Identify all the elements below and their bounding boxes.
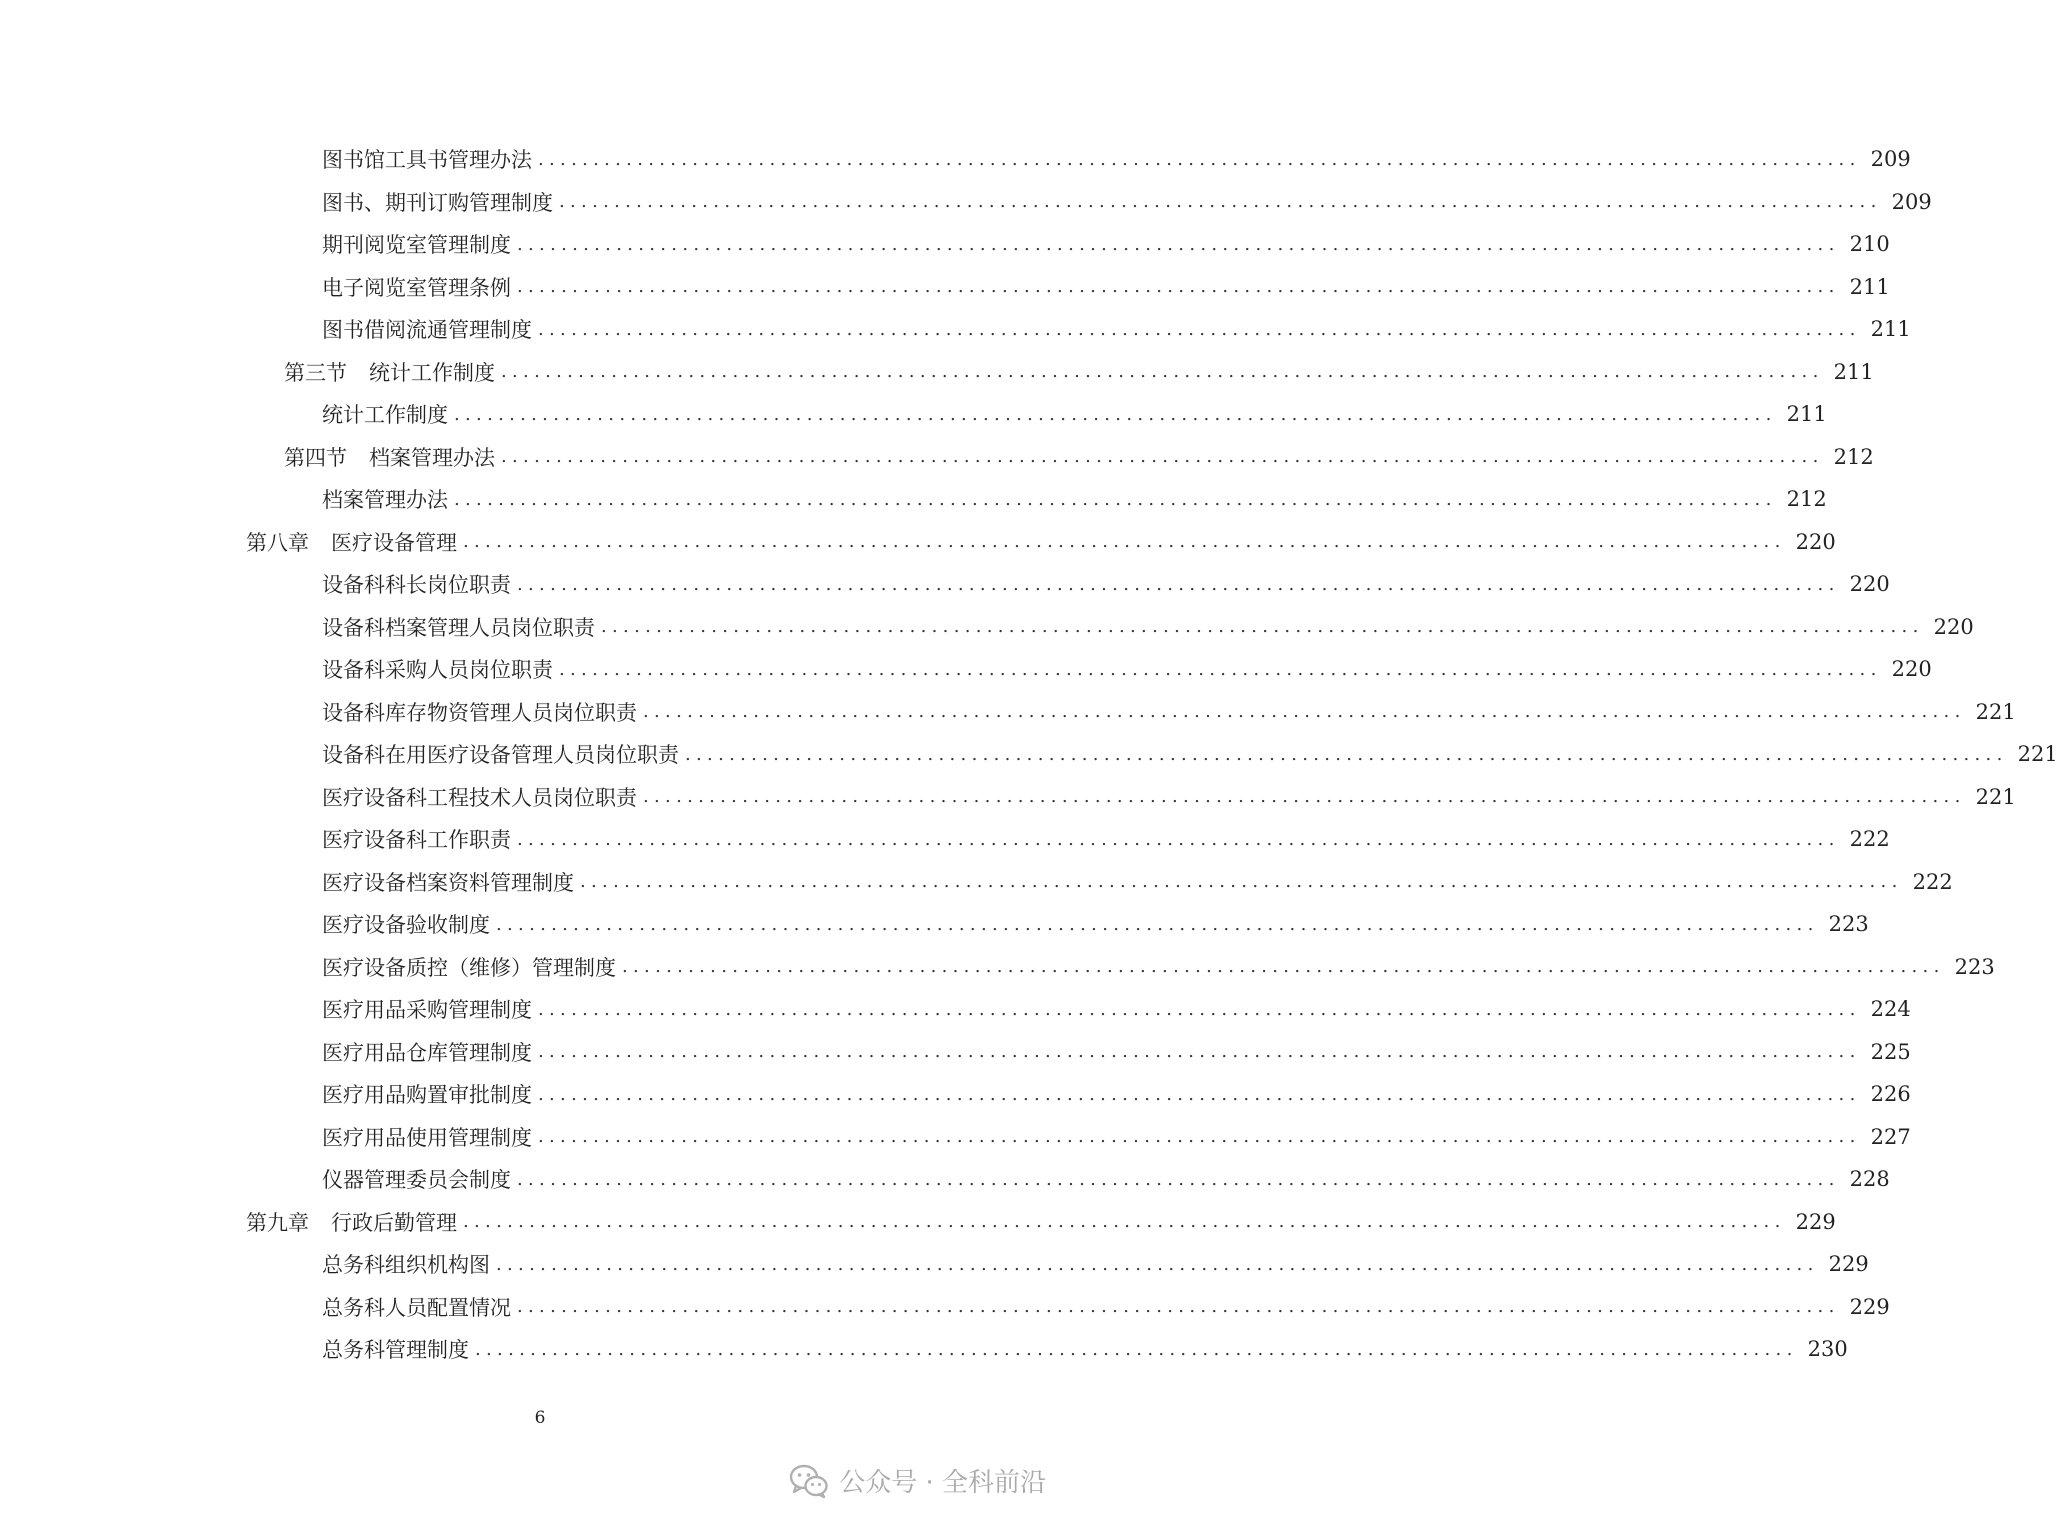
toc-leader-dots: ........................................................................................................................ — [517, 233, 1840, 255]
toc-leader-dots: ........................................................................................................................ — [454, 488, 1777, 510]
toc-entry-title: 医疗用品仓库管理制度 — [322, 1040, 532, 1065]
toc-entry-label — [322, 867, 580, 897]
toc-entry-item — [0, 903, 1869, 946]
toc-entry-item — [0, 1286, 1890, 1329]
toc-leader-dots: ........................................................................................................................ — [517, 276, 1840, 298]
toc-entry-page: 211 — [1870, 317, 1911, 342]
toc-entry-page: 221 — [1975, 784, 2016, 809]
toc-entry-section — [0, 436, 1874, 479]
toc-entry-title: 设备科档案管理人员岗位职责 — [322, 615, 595, 640]
toc-entry-page: 220 — [1933, 614, 1974, 639]
toc-leader-dots: ........................................................................................................................ — [559, 191, 1882, 213]
toc-entry-section — [0, 351, 1874, 394]
toc-entry-title: 设备科科长岗位职责 — [322, 573, 511, 598]
toc-entry-page: 223 — [1954, 954, 1995, 979]
wechat-icon — [789, 1463, 829, 1499]
toc-leader-dots: ........................................................................................................................ — [538, 1083, 1861, 1105]
toc-leader-dots: ........................................................................................................................ — [538, 148, 1861, 170]
toc-entry-item — [0, 266, 1890, 309]
toc-entry-title: 图书、期刊订购管理制度 — [322, 190, 553, 215]
toc-entry-title: 医疗设备科工程技术人员岗位职责 — [322, 785, 637, 810]
toc-entry-label — [322, 612, 601, 642]
toc-leader-dots: ........................................................................................................................ — [538, 318, 1861, 340]
toc-entry-page: 227 — [1870, 1124, 1911, 1149]
toc-entry-item — [0, 946, 1995, 989]
toc-entry-page: 229 — [1849, 1294, 1890, 1319]
toc-entry-page: 209 — [1891, 189, 1932, 214]
toc-leader-dots: ........................................................................................................................ — [475, 1338, 1798, 1360]
toc-entry-item — [0, 648, 1932, 691]
toc-entry-title: 统计工作制度 — [322, 403, 448, 428]
toc-entry-item — [0, 606, 1974, 649]
toc-entry-title: 医疗设备管理 — [331, 530, 457, 555]
toc-entry-title: 医疗设备质控（维修）管理制度 — [322, 955, 616, 980]
toc-entry-page: 220 — [1795, 529, 1836, 554]
toc-leader-dots: ........................................................................................................................ — [454, 403, 1777, 425]
toc-entry-label — [246, 1207, 463, 1237]
toc-entry-title: 图书借阅流通管理制度 — [322, 318, 532, 343]
toc-entry-page: 210 — [1849, 232, 1890, 257]
toc-entry-title: 总务科人员配置情况 — [322, 1295, 511, 1320]
toc-entry-item — [0, 818, 1890, 861]
toc-leader-dots: ........................................................................................................................ — [643, 786, 1966, 808]
toc-leader-dots: ........................................................................................................................ — [538, 1126, 1861, 1148]
toc-entry-label — [322, 1079, 538, 1109]
toc-entry-label — [322, 272, 517, 302]
toc-entry-item — [0, 138, 1911, 181]
toc-entry-title: 行政后勤管理 — [331, 1210, 457, 1235]
toc-entry-page: 226 — [1870, 1082, 1911, 1107]
toc-entry-item — [0, 308, 1911, 351]
toc-entry-label — [322, 952, 622, 982]
toc-entry-page: 223 — [1828, 912, 1869, 937]
toc-entry-item — [0, 1031, 1911, 1074]
toc-entry-number: 第三节 — [284, 360, 347, 385]
toc-entry-item — [0, 1073, 1911, 1116]
toc-leader-dots: ........................................................................................................................ — [496, 913, 1819, 935]
toc-entry-label — [322, 739, 685, 769]
toc-leader-dots: ........................................................................................................................ — [501, 446, 1824, 468]
toc-entry-label — [322, 314, 538, 344]
toc-leader-dots: ........................................................................................................................ — [622, 956, 1945, 978]
toc-entry-label — [322, 187, 559, 217]
toc-leader-dots: ........................................................................................................................ — [463, 1211, 1786, 1233]
toc-entry-page: 230 — [1807, 1337, 1848, 1362]
toc-entry-page: 221 — [2017, 742, 2058, 767]
watermark — [789, 1462, 1046, 1499]
toc-leader-dots: ........................................................................................................................ — [517, 1296, 1840, 1318]
toc-entry-label — [322, 144, 538, 174]
toc-leader-dots: ........................................................................................................................ — [538, 1041, 1861, 1063]
toc-entry-label — [322, 1334, 475, 1364]
toc-entry-label — [322, 1037, 538, 1067]
toc-entry-item — [0, 181, 1932, 224]
toc-entry-label — [322, 1164, 517, 1194]
toc-entry-title: 医疗用品使用管理制度 — [322, 1125, 532, 1150]
toc-entry-page: 220 — [1849, 572, 1890, 597]
toc-entry-item — [0, 563, 1890, 606]
toc-entry-item — [0, 1116, 1911, 1159]
toc-entry-title: 医疗设备验收制度 — [322, 913, 490, 938]
toc-entry-label — [322, 1249, 496, 1279]
toc-entry-title: 档案管理办法 — [322, 488, 448, 513]
toc-entry-label — [246, 527, 463, 557]
toc-entry-title: 期刊阅览室管理制度 — [322, 233, 511, 258]
toc-entry-title: 设备科在用医疗设备管理人员岗位职责 — [322, 743, 679, 768]
toc-leader-dots: ........................................................................................................................ — [601, 616, 1924, 638]
toc-entry-label — [322, 824, 517, 854]
toc-entry-number: 第四节 — [284, 445, 347, 470]
toc-entry-item — [0, 776, 2016, 819]
toc-entry-title: 医疗设备档案资料管理制度 — [322, 870, 574, 895]
toc-entry-number: 第八章 — [246, 530, 309, 555]
page-number: 6 — [534, 1408, 546, 1428]
toc-entry-page: 229 — [1828, 1252, 1869, 1277]
toc-entry-title: 医疗用品购置审批制度 — [322, 1083, 532, 1108]
toc-entry-title: 档案管理办法 — [369, 445, 495, 470]
toc-leader-dots: ........................................................................................................................ — [501, 361, 1824, 383]
toc-entry-title: 设备科采购人员岗位职责 — [322, 658, 553, 683]
toc-leader-dots: ........................................................................................................................ — [463, 531, 1786, 553]
toc-entry-item — [0, 478, 1827, 521]
toc-entry-label — [322, 229, 517, 259]
toc-entry-item — [0, 861, 1953, 904]
toc-entry-item — [0, 223, 1890, 266]
toc-entry-page: 211 — [1833, 359, 1874, 384]
toc-entry-label — [322, 654, 559, 684]
toc-entry-item — [0, 691, 2016, 734]
toc-entry-page: 211 — [1849, 274, 1890, 299]
toc-leader-dots: ........................................................................................................................ — [496, 1253, 1819, 1275]
toc-entry-title: 图书馆工具书管理办法 — [322, 148, 532, 173]
toc-entry-item — [0, 1328, 1848, 1371]
toc-entry-item — [0, 988, 1911, 1031]
toc-entry-label — [284, 357, 501, 387]
toc-leader-dots: ........................................................................................................................ — [643, 701, 1966, 723]
toc-entry-chapter — [0, 521, 1836, 564]
toc-entry-label — [322, 1292, 517, 1322]
toc-leader-dots: ........................................................................................................................ — [517, 828, 1840, 850]
toc-entry-title: 电子阅览室管理条例 — [322, 275, 511, 300]
toc-entry-page: 212 — [1833, 444, 1874, 469]
toc-entry-page: 229 — [1795, 1209, 1836, 1234]
toc-entry-page: 228 — [1849, 1167, 1890, 1192]
toc-entry-title: 仪器管理委员会制度 — [322, 1168, 511, 1193]
toc-entry-label — [322, 1122, 538, 1152]
toc-entry-number: 第九章 — [246, 1210, 309, 1235]
toc-entry-title: 总务科管理制度 — [322, 1338, 469, 1363]
toc-entry-title: 医疗用品采购管理制度 — [322, 998, 532, 1023]
toc-entry-label — [322, 994, 538, 1024]
toc-entry-page: 222 — [1912, 869, 1953, 894]
toc-leader-dots: ........................................................................................................................ — [580, 871, 1903, 893]
toc-leader-dots: ........................................................................................................................ — [517, 1168, 1840, 1190]
toc-entry-label — [322, 569, 517, 599]
toc-entry-item — [0, 1243, 1869, 1286]
toc-entry-page: 220 — [1891, 657, 1932, 682]
toc-entry-label — [322, 909, 496, 939]
toc-entry-title: 总务科组织机构图 — [322, 1253, 490, 1278]
toc-entry-page: 212 — [1786, 487, 1827, 512]
toc-entry-label — [322, 484, 454, 514]
toc-entry-page: 225 — [1870, 1039, 1911, 1064]
toc-leader-dots: ........................................................................................................................ — [538, 998, 1861, 1020]
toc-entry-label — [284, 442, 501, 472]
toc-entry-page: 224 — [1870, 997, 1911, 1022]
toc-entry-title: 医疗设备科工作职责 — [322, 828, 511, 853]
toc-entry-item — [0, 1158, 1890, 1201]
toc-leader-dots: ........................................................................................................................ — [559, 658, 1882, 680]
toc-entry-label — [322, 697, 643, 727]
toc-entry-page: 209 — [1870, 147, 1911, 172]
toc-entry-item — [0, 393, 1827, 436]
toc-entry-page: 221 — [1975, 699, 2016, 724]
toc-entry-title: 统计工作制度 — [369, 360, 495, 385]
toc-leader-dots: ........................................................................................................................ — [517, 573, 1840, 595]
toc-entry-label — [322, 399, 454, 429]
toc-entry-label — [322, 782, 643, 812]
toc-entry-title: 设备科库存物资管理人员岗位职责 — [322, 700, 637, 725]
toc-entry-item — [0, 733, 2058, 776]
table-of-contents — [0, 138, 2058, 1371]
toc-entry-page: 211 — [1786, 402, 1827, 427]
toc-leader-dots: ........................................................................................................................ — [685, 743, 2008, 765]
toc-entry-chapter — [0, 1201, 1836, 1244]
watermark-text: 公众号 · 全科前沿 — [839, 1468, 1046, 1498]
toc-entry-page: 222 — [1849, 827, 1890, 852]
